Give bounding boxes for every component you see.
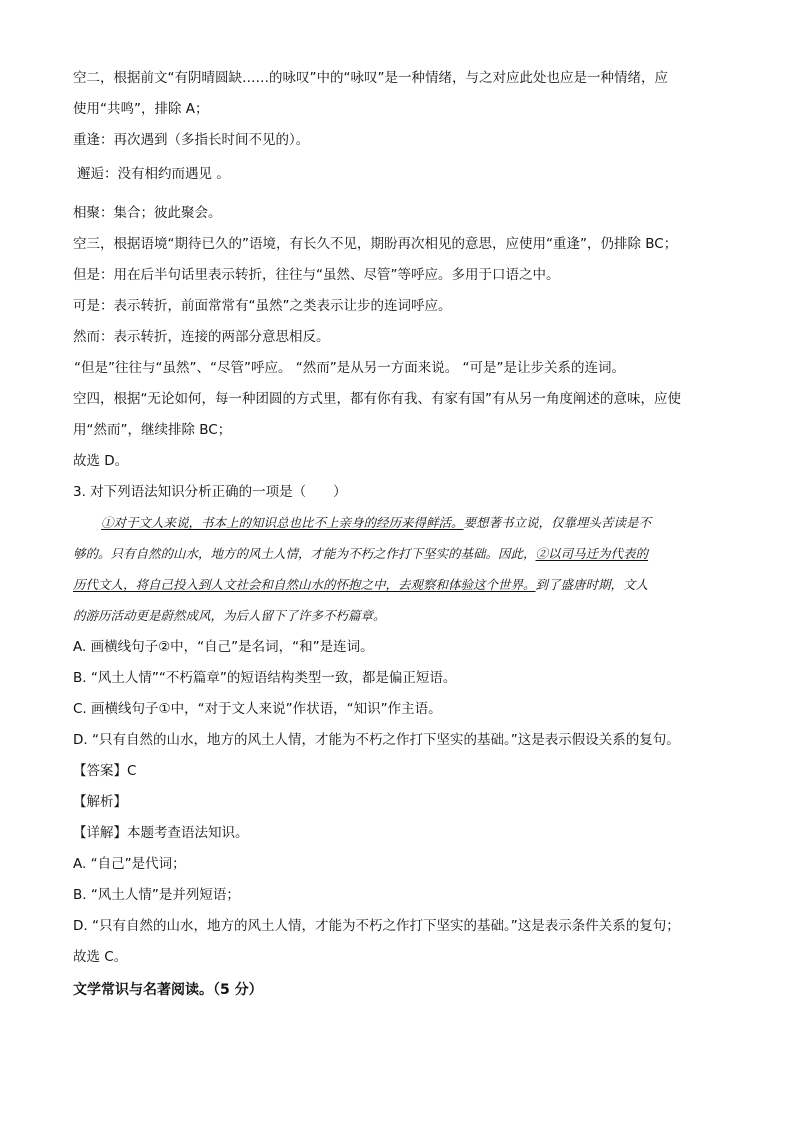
section-title: 文学常识与名著阅读。（5 分） bbox=[73, 982, 263, 998]
passage-line1 bbox=[101, 513, 751, 533]
answer-label: 【答案】C bbox=[73, 763, 137, 779]
option-b: B. “风土人情”“不朽篇章”的短语结构类型一致，都是偏正短语。 bbox=[73, 670, 457, 686]
passage-line2 bbox=[73, 544, 723, 564]
choice-c-conclusion: 故选 C。 bbox=[73, 949, 128, 965]
analysis-label: 【解析】 bbox=[73, 794, 127, 810]
passage-text: 够的。只有自然的山水，地方的风土人情，才能为不朽之作打下坚实的基础。因此， bbox=[73, 546, 536, 561]
explanation-d: D. “只有自然的山水，地方的风土人情，才能为不朽之作打下坚实的基础。”这是表示条件关系的复句； bbox=[73, 918, 680, 934]
underline-mark-2: ② bbox=[535, 546, 549, 561]
explanation-b: B. “风土人情”是并列短语； bbox=[73, 887, 240, 903]
definition-keshi: 可是：表示转折，前面常常有“虽然”之类表示让步的连词呼应。 bbox=[73, 298, 452, 314]
option-d: D. “只有自然的山水，地方的风土人情，才能为不朽之作打下坚实的基础。”这是表示假设关系的复句。 bbox=[73, 732, 680, 748]
blank4-analysis-line2: 用“然而”，继续排除 BC； bbox=[73, 422, 232, 438]
conjunction-comparison: “但是”往往与“虽然”、“尽管”呼应。 “然而”是从另一方面来说。 “可是”是让步关系的连词。 bbox=[74, 360, 626, 376]
underlined-sentence-2-part1: 以司马迁为代表的 bbox=[548, 546, 649, 561]
question3-stem: 3. 对下列语法知识分析正确的一项是（ ） bbox=[73, 484, 347, 500]
definition-raner: 然而：表示转折，连接的两部分意思相反。 bbox=[73, 329, 330, 345]
definition-danshi: 但是：用在后半句话里表示转折，往往与“虽然、尽管”等呼应。多用于口语之中。 bbox=[73, 267, 560, 283]
underlined-sentence-1: 对于文人来说，书本上的知识总也比不上亲身的经历来得鲜活。 bbox=[113, 515, 464, 530]
choice-d-conclusion: 故选 D。 bbox=[73, 453, 129, 469]
underline-mark-1: ① bbox=[101, 515, 114, 530]
passage-line3 bbox=[73, 575, 723, 595]
definition-xiangju: 相聚：集合；彼此聚会。 bbox=[73, 205, 222, 221]
blank4-analysis-line1: 空四，根据“无论如何，每一种团圆的方式里，都有你有我、有家有国”有从另一角度阐述的意味，应使 bbox=[73, 391, 681, 407]
option-c: C. 画横线句子①中，“对于文人来说”作状语，“知识”作主语。 bbox=[73, 701, 442, 717]
definition-xiehou: 邂逅：没有相约而遇见 。 bbox=[77, 166, 230, 182]
blank3-analysis: 空三，根据语境“期待已久的”语境，有长久不见，期盼再次相见的意思，应使用“重逢”，仍排除 BC； bbox=[73, 236, 678, 252]
passage-text: 要想著书立说，仅靠埋头苦读是不 bbox=[463, 515, 652, 530]
explanation-a: A. “自己”是代词； bbox=[73, 856, 186, 872]
underlined-sentence-2-part2: 历代文人，将自己投入到人文社会和自然山水的怀抱之中，去观察和体验这个世界。 bbox=[73, 577, 536, 592]
option-a: A. 画横线句子②中，“自己”是名词，“和”是连词。 bbox=[73, 639, 374, 655]
blank2-analysis-line2: 使用“共鸣”，排除 A； bbox=[73, 101, 209, 117]
definition-chongfeng: 重逢：再次遇到（多指长时间不见的）。 bbox=[73, 132, 310, 148]
detail-label: 【详解】本题考查语法知识。 bbox=[73, 825, 249, 841]
passage-line4: 的游历活动更是蔚然成风，为后人留下了许多不朽篇章。 bbox=[73, 608, 386, 623]
blank2-analysis-line1: 空二，根据前文“有阴晴圆缺……的咏叹”中的“咏叹”是一种情绪，与之对应此处也应是一种情绪，应 bbox=[73, 70, 668, 86]
passage-text: 到了盛唐时期，文人 bbox=[535, 577, 649, 592]
